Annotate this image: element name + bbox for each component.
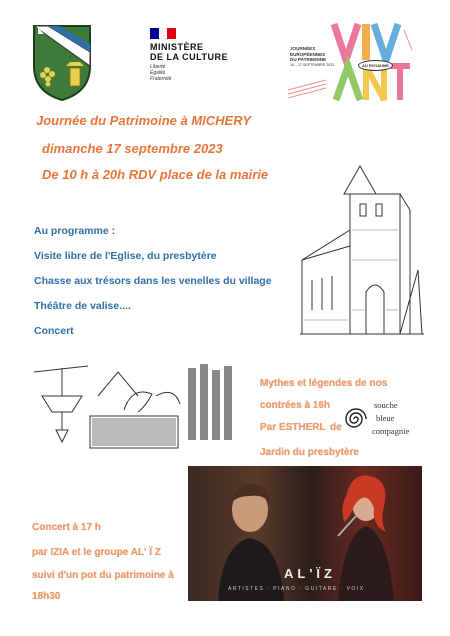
program-item-1: Visite libre de l'Eglise, du presbytère [34,250,217,262]
myths-line2: contrées à 16h [260,400,331,411]
program-item-3: Théâtre de valise.... [34,300,131,312]
ministry-logo [150,28,250,88]
french-flag-icon [150,28,176,39]
program-heading: Au programme : [34,225,116,237]
ministry-line1: MINISTÈRE [150,42,204,52]
myths-engraving-icon [28,356,234,452]
event-title: Journée du Patrimoine à MICHERY [36,113,252,128]
spiral-icon [342,404,370,434]
myths-line4: Jardin du presbytère [260,447,359,458]
concert-line2: par IZIA et le groupe AL' Ï Z [32,547,161,558]
company-line2: bleue [376,413,395,423]
church-icon [300,160,424,344]
photo-title: AL'ÏZ [284,566,336,581]
ministry-line2: DE LA CULTURE [150,52,228,62]
program-item-2: Chasse aux trésors dans les venelles du village [34,275,272,287]
myths-line3-suffix: de [330,422,342,433]
church-sketch [300,160,424,344]
company-line1: souche [374,400,398,410]
ministry-motto-3: Fraternité [150,76,172,82]
myths-line1: Mythes et légendes de nos [260,378,388,389]
jep-line3: DU PATRIMOINE [290,57,327,62]
jep-logo [286,20,414,104]
concert-line4: 18h30 [32,591,61,602]
coat-of-arms [30,22,94,102]
myths-line3-prefix: Par ESTHERL [260,422,326,433]
jep-line4: 16 – 17 SEPTEMBRE 2023 [290,62,335,67]
concert-line1: Concert à 17 h [32,522,101,533]
myths-illustration [28,356,234,452]
event-date: dimanche 17 septembre 2023 [42,141,223,156]
event-time: De 10 h à 20h RDV place de la mairie [42,167,269,182]
company-line3: compagnie [372,426,410,436]
photo-subtitle: ARTISTES · PIANO · GUITARE · VOIX [228,586,365,592]
program-item-4: Concert [34,325,74,337]
company-logo [342,400,422,442]
concert-photo [188,466,422,601]
jep-line2: EUROPÉENNES [290,51,326,57]
concert-line3: suivi d'un pot du patrimoine à [32,570,174,581]
ministry-motto-1: Liberté [150,64,166,70]
jep-line1: JOURNÉES [290,46,316,51]
jep-stamp: AU ROYAUME [358,60,393,71]
ministry-motto-2: Égalité [150,70,166,76]
coat-of-arms-shield-icon [30,22,94,102]
